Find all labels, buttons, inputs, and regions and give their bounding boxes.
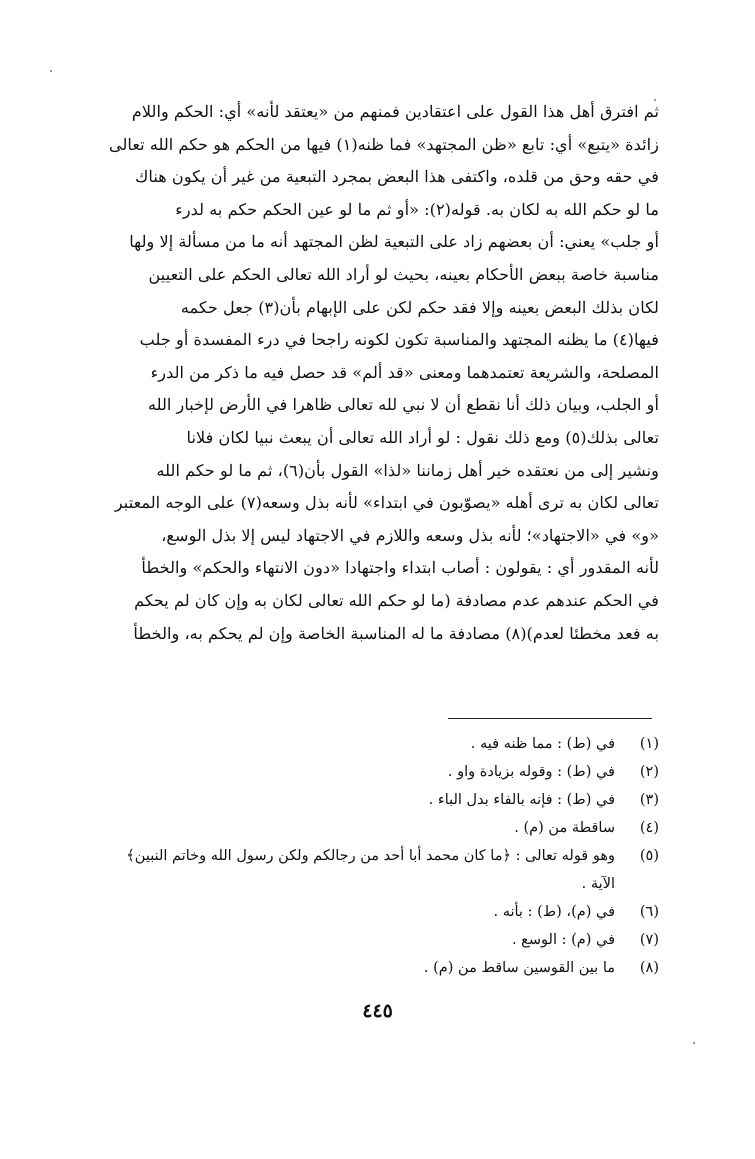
text-line: في الحكم عندهم عدم مصادفة (ما لو حكم الله تعالى لكان به وإن كان لم يحكم bbox=[134, 590, 659, 610]
footnote-divider bbox=[448, 718, 652, 719]
text-line: تعالى لكان به ترى أهله «يصوّبون في ابتداء» لأنه بذل وسعه(٧) على الوجه المعتبر bbox=[114, 493, 659, 513]
text-line: في حقه وحق من قلده، واكتفى هذا البعض بمجرد التبعية من غير أن يكون هناك bbox=[135, 167, 659, 187]
text-line: تعالى بذلك(٥) ومع ذلك نقول : لو أراد الله تعالى أن يبعث نبيا لكان فلانا bbox=[186, 427, 659, 447]
footnote-text: في (م)، (ط) : بأنه . bbox=[493, 904, 615, 920]
text-line: أو جلب» يعني: أن بعضهم زاد على التبعية لظن المجتهد أنه ما من مسألة إلا ولها bbox=[129, 232, 659, 252]
footnote-number: (٧) bbox=[639, 932, 659, 948]
footnote bbox=[99, 730, 659, 758]
text-line: أو الجلب، وبيان ذلك أنا نقطع أن لا نبي لله تعالى ظاهرا في الأرض لإخبار الله bbox=[147, 395, 659, 415]
text-line: ثم افترق أهل هذا القول على اعتقادين فمنهم من «يعتقد لأنه» أي: الحكم واللام bbox=[131, 102, 659, 121]
footnotes bbox=[99, 730, 659, 982]
footnote-number: (٥) bbox=[639, 848, 659, 864]
footnote-text: ساقطة من (م) . bbox=[514, 820, 615, 836]
footnote-number: (١) bbox=[639, 736, 659, 752]
footnote-text: في (ط) : فإنه بالفاء بدل الباء . bbox=[428, 792, 615, 808]
text-line: ونشير إلى من نعتقده خير أهل زماننا «لذا» القول بأن(٦)، ثم ما لو حكم الله bbox=[156, 460, 659, 480]
text-line: زائدة «يتبع» أي: تابع «ظن المجتهد» فما ظنه(١) فيها من الحكم هو حكم الله تعالى bbox=[109, 134, 659, 154]
footnote bbox=[99, 814, 659, 842]
footnote bbox=[99, 842, 659, 898]
footnote bbox=[99, 786, 659, 814]
footnote-number: (٤) bbox=[639, 820, 659, 836]
text-line: لأنه المقدور أي : يقولون : أصاب ابتداء واجتهادا «دون الانتهاء والحكم» والخطأ bbox=[141, 558, 659, 578]
footnote-number: (٦) bbox=[639, 904, 659, 920]
text-line: المصلحة، والشريعة تعتمدهما ومعنى «قد ألم» قد حصل فيه ما ذكر من الدرء bbox=[150, 362, 659, 382]
footnote-text: وهو قوله تعالى : ﴿ما كان محمد أبا أحد من رجالكم ولكن رسول الله وخاتم النبين﴾ الآية . bbox=[126, 848, 615, 892]
footnote-number: (٣) bbox=[639, 792, 659, 808]
footnote bbox=[99, 898, 659, 926]
footnote bbox=[99, 758, 659, 786]
text-line: ما لو حكم الله به لكان به. قوله(٢): «أو ثم ما لو عين الحكم حكم به لدرء bbox=[175, 199, 659, 219]
footnote-text: ما بين القوسين ساقط من (م) . bbox=[423, 960, 615, 976]
footnote-text: في (م) : الوسع . bbox=[511, 932, 615, 948]
page-number: ٤٤٥ bbox=[362, 1000, 393, 1022]
text-line: مناسبة خاصة ببعض الأحكام بعينه، بحيث لو أراد الله تعالى الحكم على التعيين bbox=[148, 264, 659, 284]
footnote-number: (٨) bbox=[639, 960, 659, 976]
scan-speck bbox=[50, 70, 52, 72]
footnote bbox=[99, 954, 659, 982]
text-line: «و» في «الاجتهاد»؛ لأنه بذل وسعه واللازم في الاجتهاد ليس إلا بذل الوسع، bbox=[161, 525, 659, 545]
text-line: لكان بذلك البعض بعينه وإلا فقد حكم لكن على الإبهام بأن(٣) جعل حكمه bbox=[180, 297, 659, 317]
footnote-text: في (ط) : وقوله بزيادة واو . bbox=[447, 764, 615, 780]
main-text bbox=[103, 96, 659, 650]
footnote bbox=[99, 926, 659, 954]
text-line: فيها(٤) ما يظنه المجتهد والمناسبة تكون لكونه راجحا في درء المفسدة أو جلب bbox=[139, 330, 659, 350]
footnote-number: (٢) bbox=[639, 764, 659, 780]
scan-speck bbox=[693, 1042, 695, 1044]
text-line: به فعد مخطئا لعدم)(٨) مصادفة ما له المناسبة الخاصة وإن لم يحكم به، والخطأ bbox=[133, 623, 659, 643]
footnote-text: في (ط) : مما ظنه فيه . bbox=[470, 736, 615, 752]
